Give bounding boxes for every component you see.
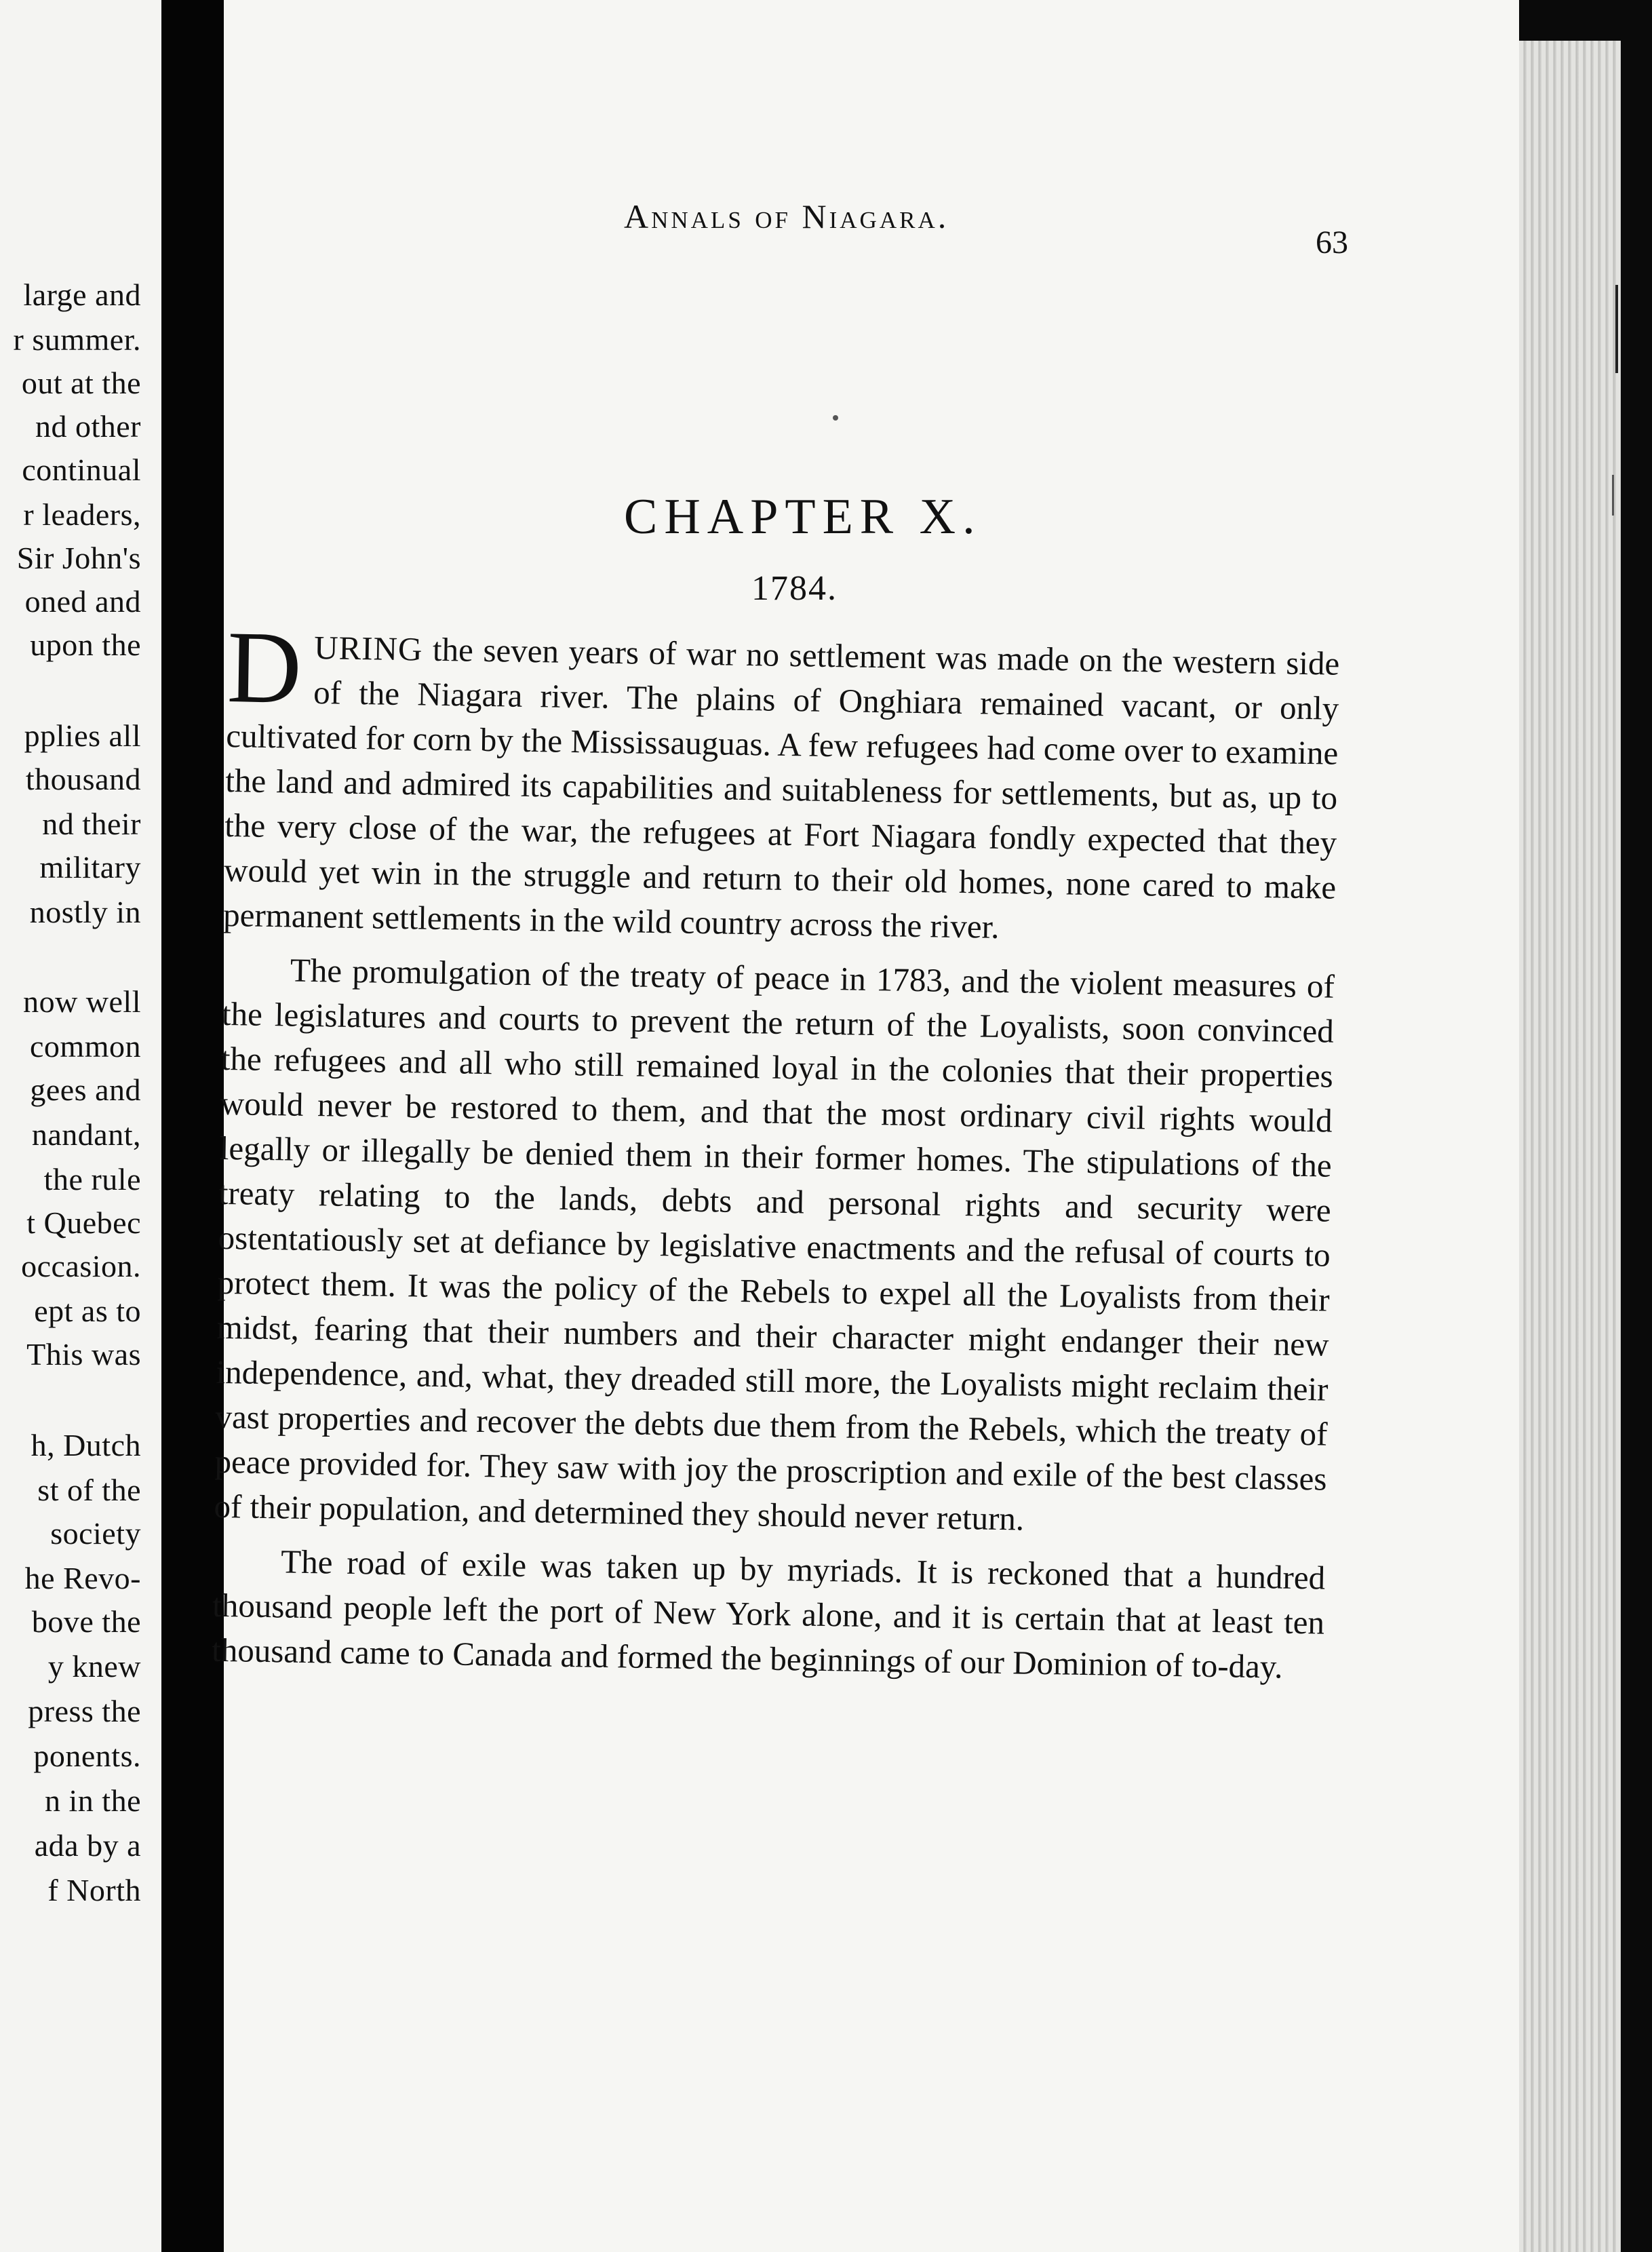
- left-page-line: y knew: [47, 1649, 141, 1684]
- left-page-line: large and: [23, 277, 141, 312]
- book-gutter: [161, 0, 224, 2252]
- left-page-line: oned and: [24, 584, 141, 619]
- running-head: Annals of Niagara.: [624, 197, 949, 235]
- drop-cap: D: [226, 610, 303, 725]
- left-page-line: t Quebec: [26, 1205, 141, 1240]
- left-page-line: continual: [22, 452, 141, 487]
- chapter-year: 1784.: [751, 569, 838, 608]
- left-page-line: now well: [23, 984, 141, 1019]
- left-page-line: common: [30, 1029, 141, 1064]
- paragraph-1-lead: URING: [313, 629, 423, 668]
- left-page-line: f North: [47, 1873, 141, 1907]
- left-page-line: nd other: [35, 409, 141, 444]
- left-page-line: ponents.: [33, 1739, 141, 1773]
- left-page-line: bove the: [31, 1604, 141, 1639]
- left-page-line: ada by a: [34, 1828, 141, 1863]
- paragraph-1-text: the seven years of war no settlement was made on the western side of the Niagara river. The plains of Onghiara remained vacant, or only cultivated for corn by the Mississauguas. A few refugees had come over to examine the land and admired its capabilities and suitableness for settlements, but as, up to the very close of the war, the refugees at Fort Niagara fondly expected that they would yet win in the struggle and return to their old homes, none cared to make permanent settlements in the wild country across the river.: [222, 630, 1340, 946]
- page-edge-stack: [1519, 41, 1621, 2252]
- left-page-line: upon the: [30, 627, 141, 662]
- chapter-title: CHAPTER X.: [624, 489, 982, 545]
- left-page-line: h, Dutch: [31, 1428, 141, 1462]
- left-page-line: military: [39, 850, 141, 885]
- page-edge-mark: [1612, 475, 1614, 516]
- left-page-line: n in the: [45, 1783, 141, 1818]
- left-page-line: gees and: [30, 1072, 141, 1107]
- left-page-line: nostly in: [29, 895, 141, 929]
- left-page-line: press the: [28, 1694, 141, 1728]
- left-page-line: nandant,: [31, 1117, 141, 1152]
- left-page-line: he Revo-: [24, 1561, 141, 1595]
- left-page-line: st of the: [37, 1473, 141, 1507]
- left-page-line: ept as to: [34, 1294, 141, 1328]
- page-edge-mark: [1615, 285, 1618, 373]
- print-speck: [833, 415, 838, 421]
- left-page-line: This was: [26, 1337, 141, 1372]
- body-text: [211, 610, 1340, 1690]
- left-page-line: thousand: [25, 762, 141, 796]
- left-page-line: occasion.: [21, 1249, 141, 1283]
- paragraph-3: The road of exile was taken up by myriads. It is reckoned that a hundred thousand people left the port of New York alone, and it is certain that at least ten thousand came to Canada and formed the beginnings of our Dominion of to-day.: [211, 1542, 1326, 1686]
- left-page-line: out at the: [21, 366, 141, 400]
- paragraph-2: The promulgation of the treaty of peace in 1783, and the violent measures of the legislatures and courts to prevent the return of the Loyalists, soon convinced the refugees and all who still remained loyal in the colonies that their properties would never be restored to them, and that the most ordinary civil rights would legally or illegally be denied them in their former homes. The stipulations of the treaty relating to the lands, debts and personal rights and security were ostentatiously set at defiance by legislative enactments and the refusal of courts to protect them. It was the policy of the Rebels to expel all the Loyalists from their midst, fearing that their numbers and their character might endanger their new independence, and, what, they dreaded still more, the Loyalists might reclaim their vast properties and recover the debts due them from the Rebels, which the treaty of peace provided for. They saw with joy the proscription and exile of the best classes of their population, and determined they should never return.: [214, 951, 1335, 1538]
- left-page-line: nd their: [42, 807, 141, 841]
- left-page-line: society: [50, 1516, 141, 1551]
- left-page-fragment: [0, 0, 161, 2252]
- left-page-line: r summer.: [13, 322, 141, 357]
- left-page-line: pplies all: [24, 718, 141, 753]
- left-page-line: r leaders,: [23, 497, 141, 532]
- paragraph-1: [222, 610, 1340, 955]
- left-page-line: Sir John's: [16, 541, 141, 575]
- left-page-line: the rule: [43, 1162, 141, 1197]
- page-number: 63: [1316, 225, 1348, 260]
